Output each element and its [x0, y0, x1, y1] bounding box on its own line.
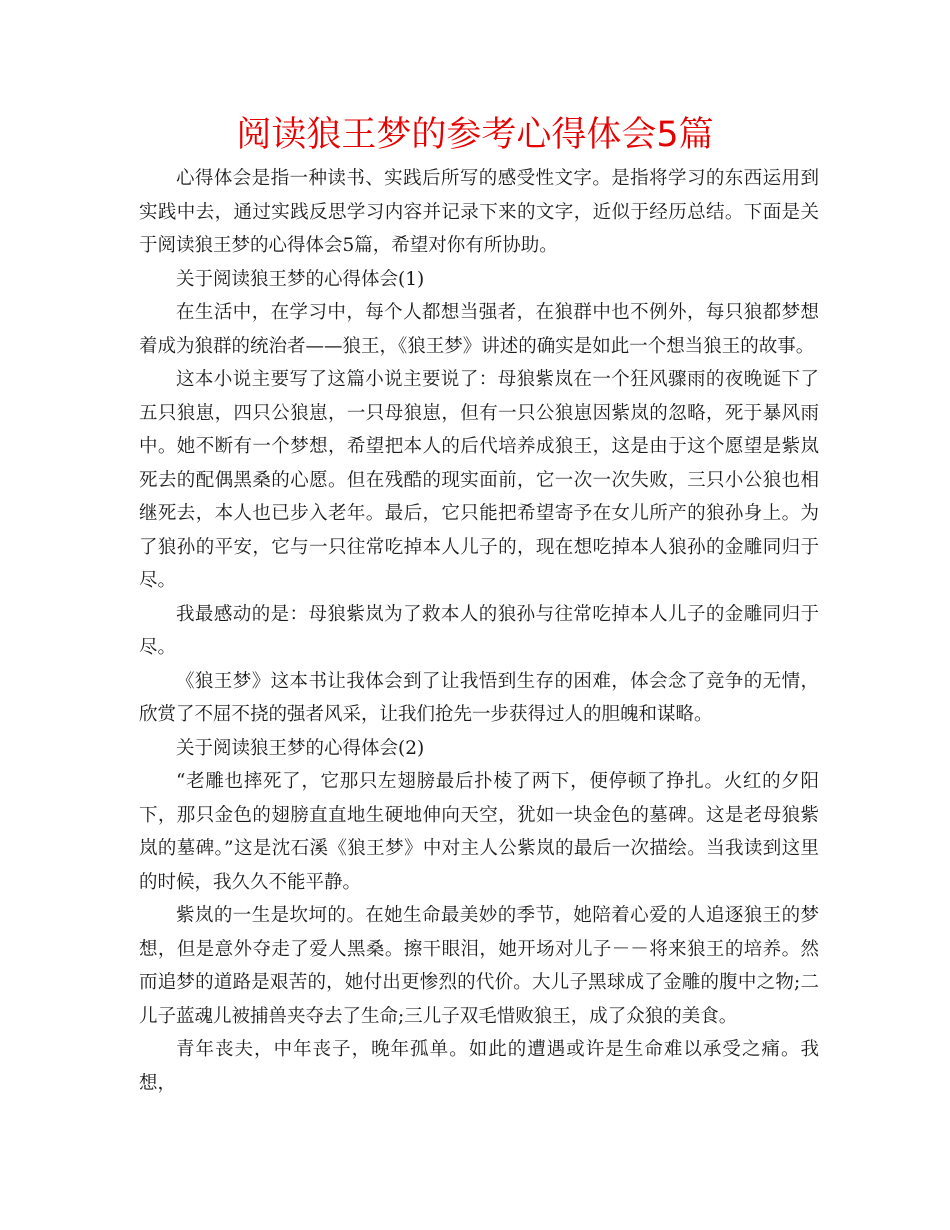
paragraph: 青年丧夫，中年丧子，晚年孤单。如此的遭遇或许是生命难以承受之痛。我想，: [139, 1039, 819, 1094]
section-heading-1: 关于阅读狼王梦的心得体会(1): [176, 268, 425, 290]
document-title: 阅读狼王梦的参考心得体会5篇: [236, 115, 714, 155]
paragraph: “老雕也摔死了，它那只左翅膀最后扑棱了两下，便停顿了挣扎。火红的夕阳下，那只金色的翅膀直直地生硬地伸向天空，犹如一块金色的墓碑。这是老母狼紫岚的墓碑。”这是沈石溪《狼王梦》中对主人公紫岚的最后一次描绘。当我读到这里的时候，我久久不能平静。: [139, 771, 819, 893]
paragraph: 紫岚的一生是坎坷的。在她生命最美妙的季节，她陪着心爱的人追逐狼王的梦想，但是意外夺走了爱人黑桑。擦干眼泪，她开场对儿子－－将来狼王的培养。然而追梦的道路是艰苦的，她付出更惨烈的代价。大儿子黑球成了金雕的腹中之物;二儿子蓝魂儿被捕兽夹夺去了生命;三儿子双毛惜败狼王，成了众狼的美食。: [139, 905, 819, 1027]
paragraph-intro: 心得体会是指一种读书、实践后所写的感受性文字。是指将学习的东西运用到实践中去，通过实践反思学习内容并记录下来的文字，近似于经历总结。下面是关于阅读狼王梦的心得体会5篇，希望对你有所协助。: [139, 168, 819, 256]
section-heading-2: 关于阅读狼王梦的心得体会(2): [176, 737, 425, 759]
paragraph: 《狼王梦》这本书让我体会到了让我悟到生存的困难，体会念了竞争的无情，欣赏了不屈不挠的强者风采，让我们抢先一步获得过人的胆魄和谋略。: [139, 670, 819, 725]
paragraph: 这本小说主要写了这篇小说主要说了：母狼紫岚在一个狂风骤雨的夜晚诞下了五只狼崽，四只公狼崽，一只母狼崽，但有一只公狼崽因紫岚的忽略，死于暴风雨中。她不断有一个梦想，希望把本人的后代培养成狼王，这是由于这个愿望是紫岚死去的配偶黑桑的心愿。但在残酷的现实面前，它一次一次失败，三只小公狼也相继死去，本人也已步入老年。最后，它只能把希望寄予在女儿所产的狼孙身上。为了狼孙的平安，它与一只往常吃掉本人儿子的，现在想吃掉本人狼孙的金雕同归于尽。: [139, 369, 819, 591]
paragraph: 在生活中，在学习中，每个人都想当强者，在狼群中也不例外，每只狼都梦想着成为狼群的统治者——狼王，《狼王梦》讲述的确实是如此一个想当狼王的故事。: [139, 302, 819, 357]
document-body: [139, 162, 819, 1100]
paragraph: 我最感动的是：母狼紫岚为了救本人的狼孙与往常吃掉本人儿子的金雕同归于尽。: [139, 603, 819, 658]
